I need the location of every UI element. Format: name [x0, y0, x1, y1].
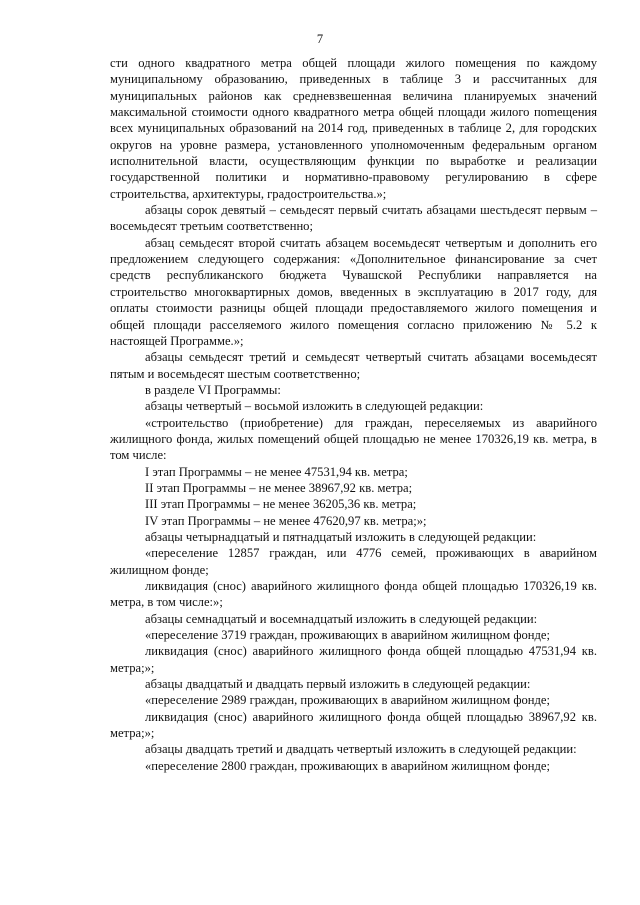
- document-body: [110, 55, 597, 774]
- page-number: 7: [316, 32, 324, 46]
- paragraph: абзацы четвертый – восьмой изложить в следующей редакции:: [145, 399, 484, 414]
- paragraph: «переселение 12857 граждан, или 4776 семей, проживающих в аварийном жилищном фонде;: [110, 546, 597, 577]
- paragraph: III этап Программы – не менее 36205,36 кв. метра;: [145, 497, 417, 512]
- paragraph: абзацы сорок девятый – семьдесят первый считать абзацами шестьдесят первым – восемьдесят третьим соответственно;: [110, 203, 597, 234]
- paragraph: абзацы семьдесят третий и семьдесят четвертый считать абзацами восемьдесят пятым и восемьдесят шестым соответственно;: [110, 350, 597, 381]
- paragraph: ликвидация (снос) аварийного жилищного фонда общей площадью 38967,92 кв. метра;»;: [110, 709, 597, 741]
- paragraph: «строительство (приобретение) для граждан, переселяемых из аварийного жилищного фонда, жилых помещений общей площадью не менее 170326,19 кв. метра, в том числе:: [110, 415, 597, 463]
- paragraph: ликвидация (снос) аварийного жилищного фонда общей площадью 47531,94 кв. метра;»;: [110, 644, 597, 675]
- paragraph: II этап Программы – не менее 38967,92 кв. метра;: [145, 480, 413, 495]
- paragraph-continuation: сти одного квадратного метра общей площади жилого помещения по каждому муниципальному образованию, приведенных в таблице 3 и рассчитанных для муниципальных районов как средневзвешенная величина планируемых значений максимальной стоимости одного квадратного метра общей площади жилого поmещения всех муниципальных образований на 2014 год, приведенных в таблице 2, для городских округов на уровне размера, установленного уполномоченным федеральным органом исполнительной власти, осуществляющим функции по выработке и реализации государственной политики и нормативно-правовому регулированию в сфере строительства, архитектуры, градостроительства.»;: [110, 56, 597, 201]
- paragraph: абзац семьдесят второй считать абзацем восемьдесят четвертым и дополнить его предложением следующего содержания: «Дополнительное финансирование за счет средств республиканского бюджета Чувашской Республики направляется на строительство многоквартирных домов, введенных в эксплуатацию в 2017 году, для оплаты стоимости разницы общей площади предоставляемого жилого помещения и общей площади расселяемого жилого помещения согласно приложению № 5.2 к настоящей Программе.»;: [110, 235, 597, 348]
- paragraph: «переселение 2989 граждан, проживающих в аварийном жилищном фонде;: [145, 693, 551, 708]
- paragraph: IV этап Программы – не менее 47620,97 кв. метра;»;: [145, 513, 427, 528]
- paragraph: абзацы двадцатый и двадцать первый изложить в следующей редакции:: [145, 677, 531, 692]
- paragraph: абзацы двадцать третий и двадцать четвертый изложить в следующей редакции:: [145, 742, 577, 757]
- paragraph: ликвидация (снос) аварийного жилищного фонда общей площадью 170326,19 кв. метра, в том числе:»;: [110, 579, 597, 610]
- paragraph: абзацы семнадцатый и восемнадцатый изложить в следующей редакции:: [145, 611, 538, 626]
- paragraph: в разделе VI Программы:: [145, 382, 281, 397]
- paragraph: абзацы четырнадцатый и пятнадцатый изложить в следующей редакции:: [145, 529, 537, 544]
- paragraph: «переселение 3719 граждан, проживающих в аварийном жилищном фонде;: [145, 628, 551, 643]
- paragraph: «переселение 2800 граждан, проживающих в аварийном жилищном фонде;: [145, 758, 551, 773]
- paragraph: I этап Программы – не менее 47531,94 кв. метра;: [145, 464, 408, 479]
